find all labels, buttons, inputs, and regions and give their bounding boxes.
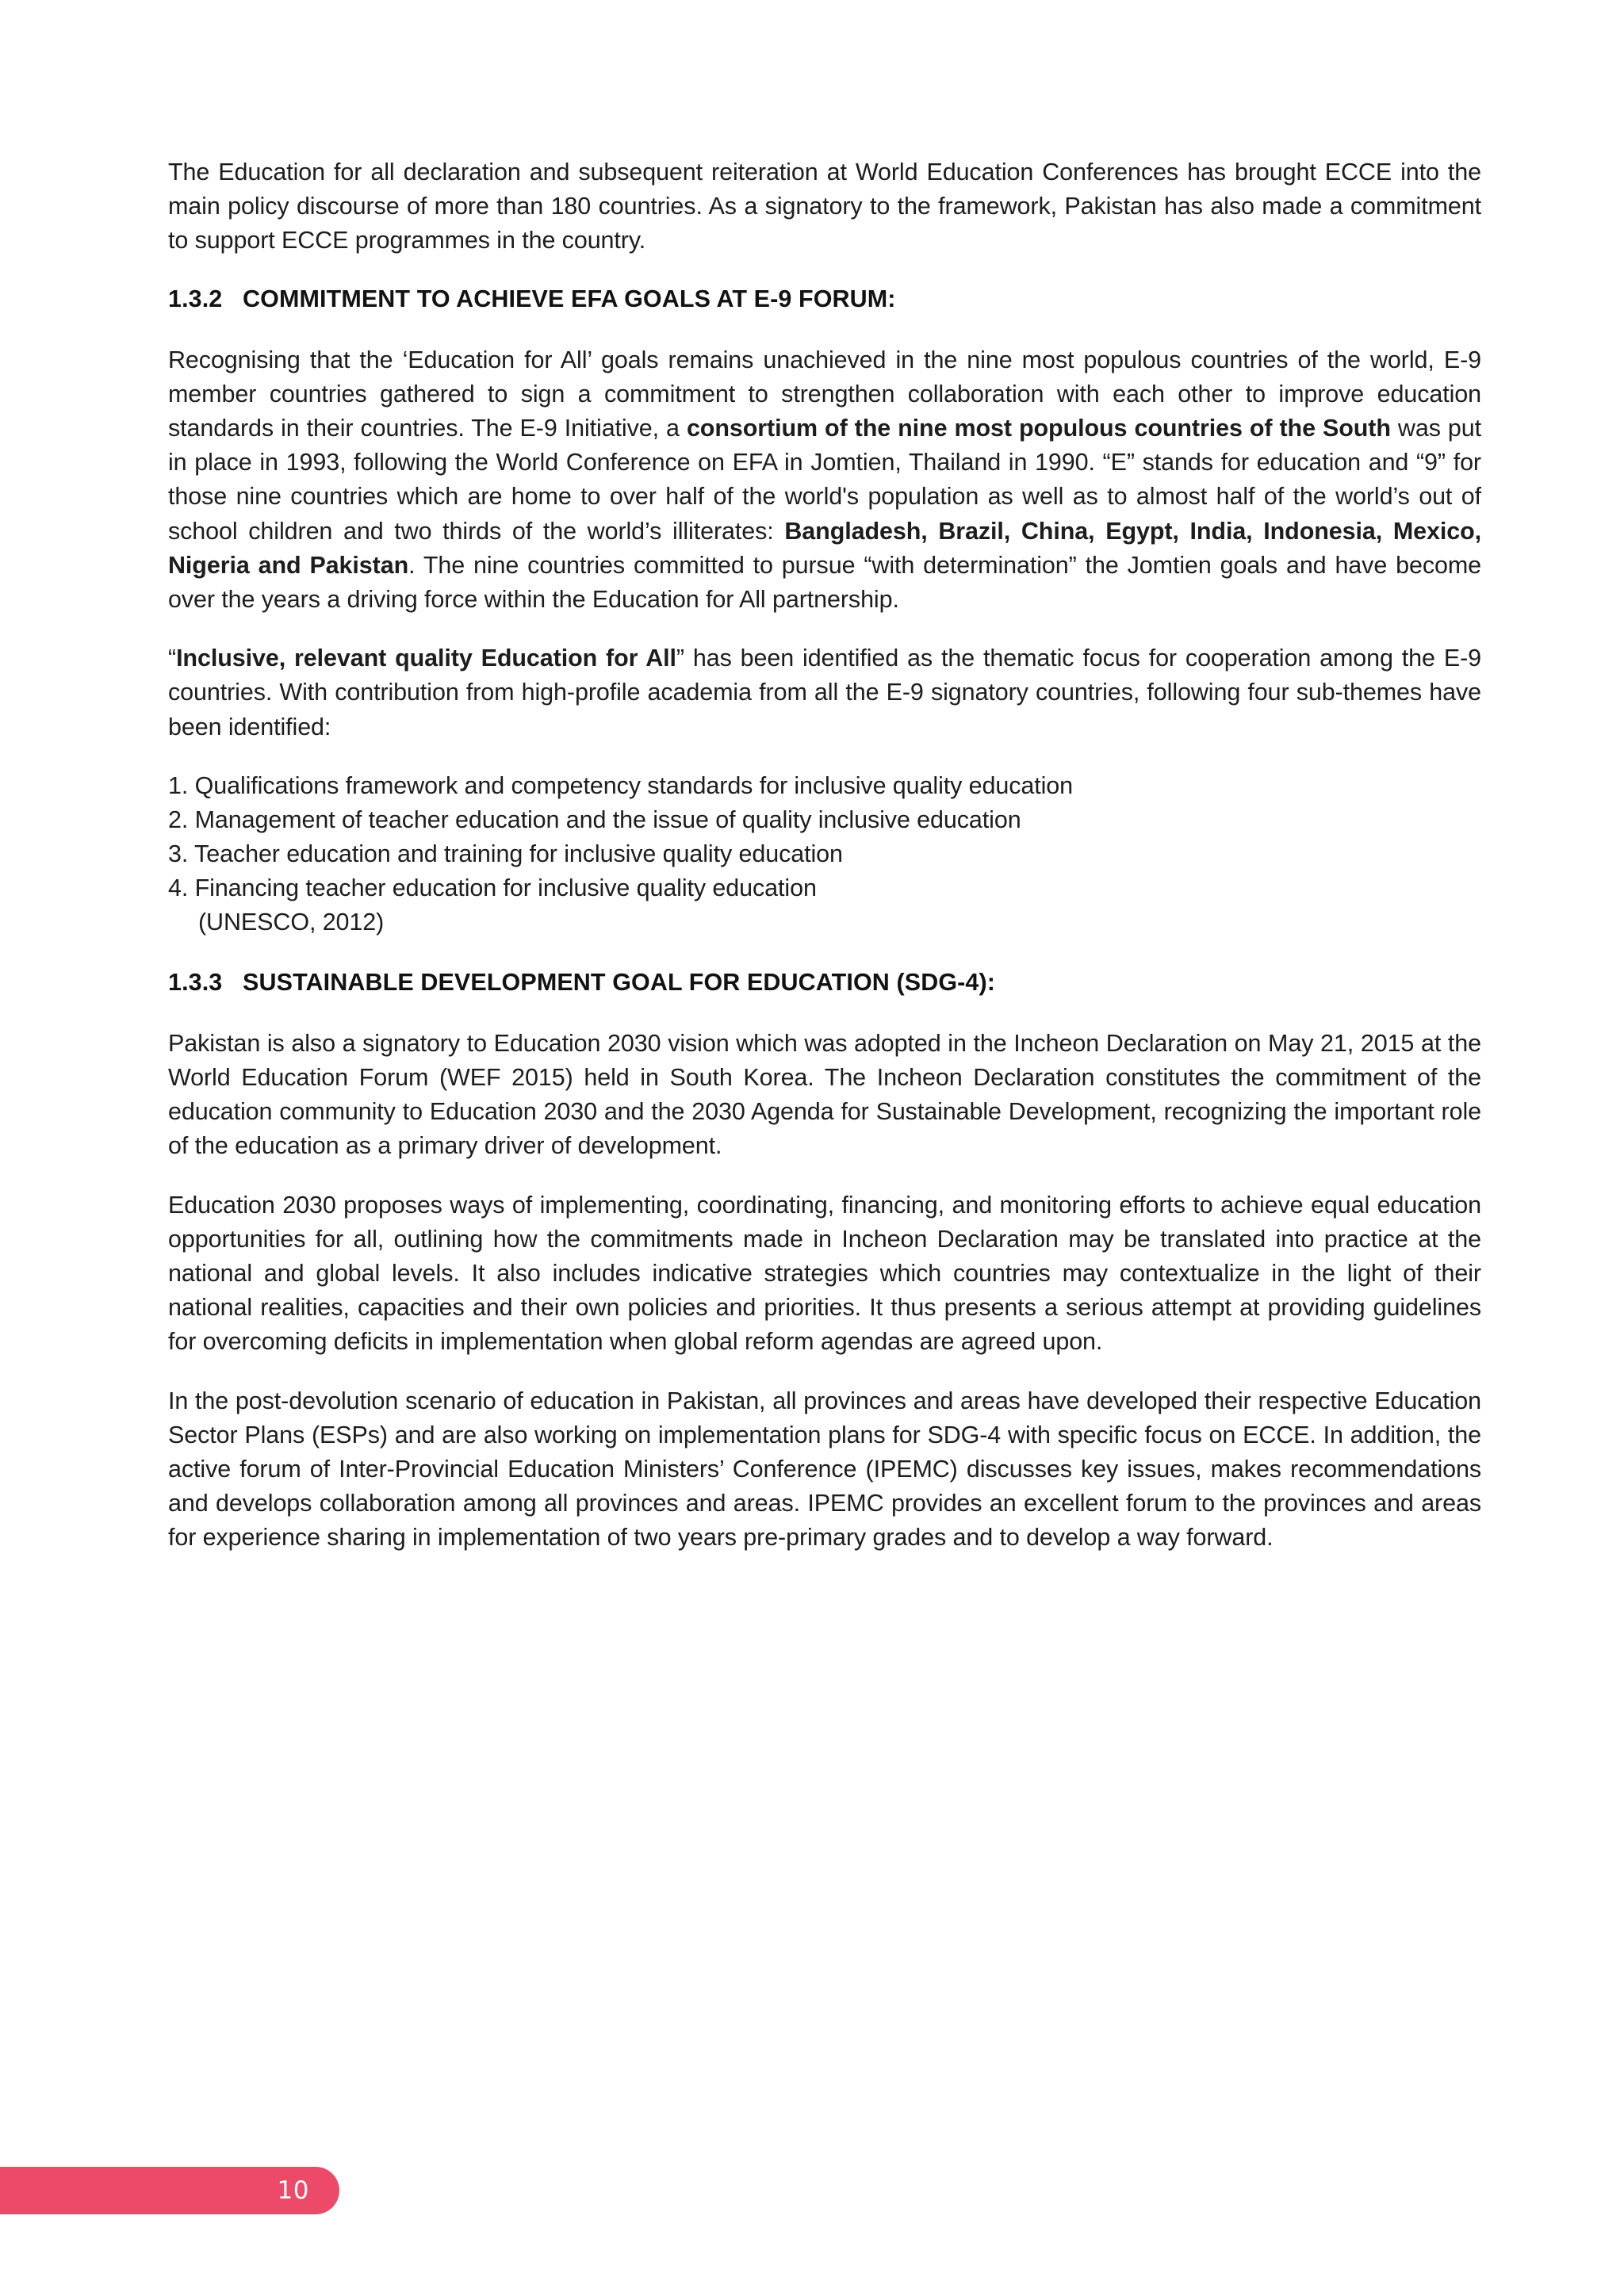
sub-themes-list — [168, 769, 1481, 905]
para-text-segment: Recognising that the ‘Education for All’ goals remains unachieved in the nine most populous countries of the world, E-9 member countries gathered to sign a commitment to strengthen collaboration with each other to improve education standards in their countries. The E-9 Initiative, a — [168, 346, 1481, 442]
para-bold-segment: Inclusive, relevant quality Education for All — [176, 645, 676, 672]
list-item: 1. Qualifications framework and competency standards for inclusive quality education — [168, 771, 1074, 799]
section-heading-133: 1.3.3 SUSTAINABLE DEVELOPMENT GOAL FOR EDUCATION (SDG-4): — [168, 968, 995, 996]
list-item: 4. Financing teacher education for inclusive quality education — [168, 874, 817, 901]
source-citation: (UNESCO, 2012) — [198, 908, 385, 936]
section-132-paragraph-1 — [168, 343, 1481, 618]
sub-themes-block — [168, 769, 1481, 939]
para-text-segment: was put in place in 1993, following the World Conference on EFA in Jomtien, Thailand in 1990. “E” stands for education and “9” for those nine countries which are home to over half of the world's population as well as to almost half of the world’s out of school children and two thirds of the world’s illiterates: — [168, 415, 1481, 545]
para-bold-segment: consortium of the nine most populous countries of the South — [686, 415, 1391, 442]
section-133-paragraph-2: Education 2030 proposes ways of implementing, coordinating, financing, and monitoring efforts to achieve equal education opportunities for all, outlining how the commitments made in Incheon Declaration may be translated into practice at the national and global levels. It also includes indicative strategies which countries may contextualize in the light of their national realities, capacities and their own policies and priorities. It thus presents a serious attempt at providing guidelines for overcoming deficits in implementation when global reform agendas are agreed upon. — [168, 1191, 1481, 1356]
page-number-label: 10 — [277, 2175, 309, 2205]
list-item: 3. Teacher education and training for inclusive quality education — [168, 840, 843, 867]
section-heading-133-block — [168, 966, 1481, 998]
section-133-paragraph-3: In the post-devolution scenario of education in Pakistan, all provinces and areas have developed their respective Education Sector Plans (ESPs) and are also working on implementation plans for SDG-4 with specific focus on ECCE. In addition, the active forum of Inter-Provincial Education Ministers’ Conference (IPEMC) discusses key issues, makes recommendations and develops collaboration among all provinces and areas. IPEMC provides an excellent forum to the provinces and areas for experience sharing in implementation of two years pre-primary grades and to develop a way forward. — [168, 1387, 1481, 1552]
para-text-segment: . The nine countries committed to pursue “with determination” the Jomtien goals and have become over the years a driving force within the Education for All partnership. — [168, 551, 1482, 614]
intro-paragraph: The Education for all declaration and subsequent reiteration at World Education Conferences has brought ECCE into the main policy discourse of more than 180 countries. As a signatory to the framework, Pakistan has also made a commitment to support ECCE programmes in the country. — [168, 159, 1481, 254]
section-133-paragraph-1: Pakistan is also a signatory to Education 2030 vision which was adopted in the Incheon Declaration on May 21, 2015 at the World Education Forum (WEF 2015) held in South Korea. The Incheon Declaration constitutes the commitment of the education community to Education 2030 and the 2030 Agenda for Sustainable Development, recognizing the important role of the education as a primary driver of development. — [168, 1029, 1481, 1160]
section-heading-132: 1.3.2 COMMITMENT TO ACHIEVE EFA GOALS AT E-9 FORUM: — [168, 285, 896, 312]
section-132-paragraph-2 — [168, 641, 1481, 744]
list-item: 2. Management of teacher education and the issue of quality inclusive education — [168, 806, 1021, 833]
open-quote-glyph: “ — [168, 645, 177, 672]
para-bold-segment: Bangladesh, Brazil, China, Egypt, India, Indonesia, Mexico, Nigeria and Pakistan — [168, 517, 1481, 579]
para-text-segment: ” has been identified as the thematic focus for cooperation among the E-9 countries. With contribution from high-profile academia from all the E-9 signatory countries, following four sub-themes have been identified: — [168, 645, 1481, 740]
page-number-badge — [0, 2167, 339, 2214]
page-content — [168, 155, 1481, 1580]
section-heading-132-block — [168, 283, 1481, 315]
